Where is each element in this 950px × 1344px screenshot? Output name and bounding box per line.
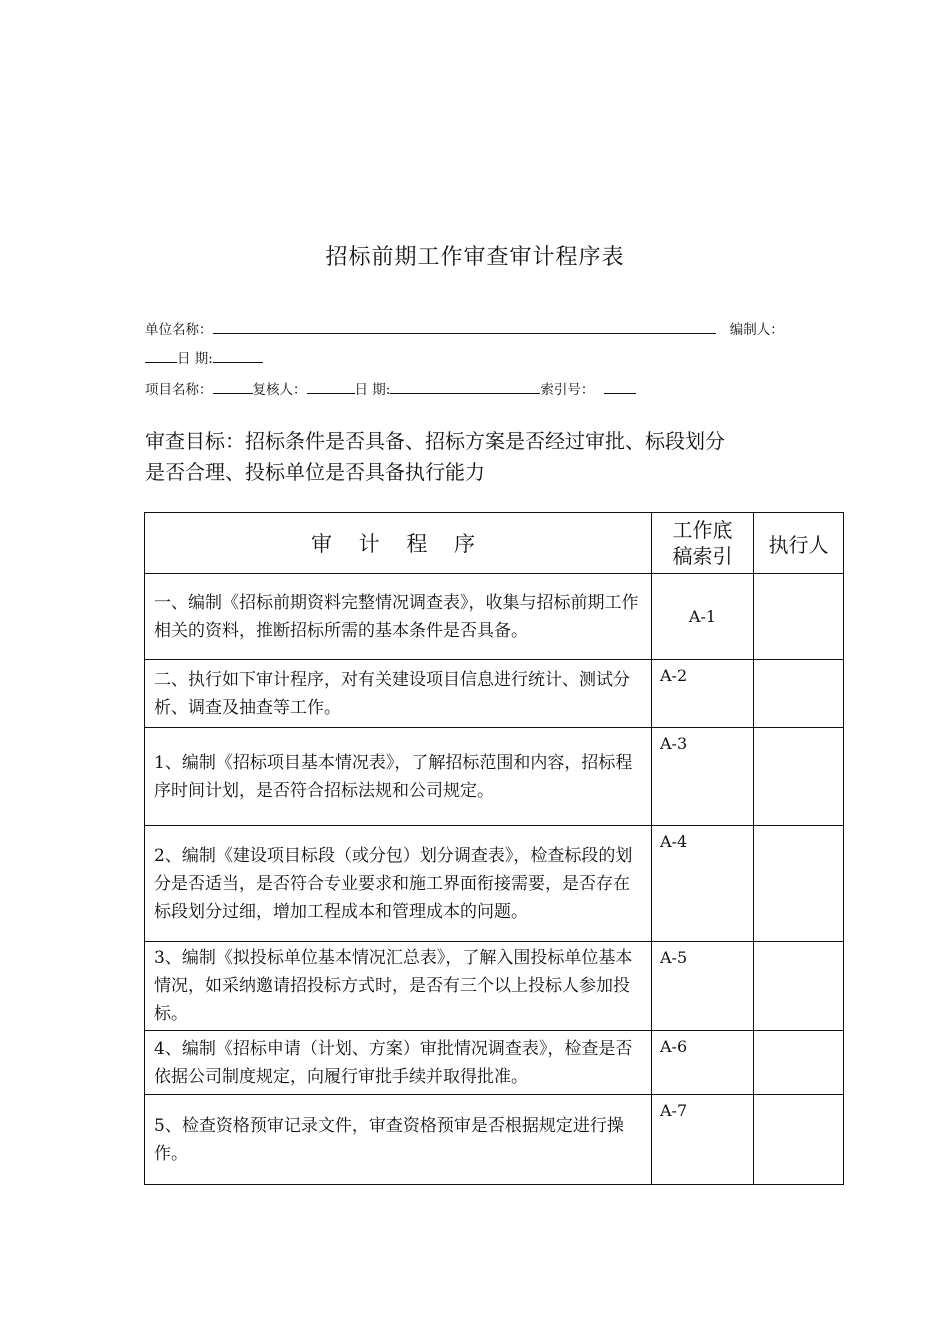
table-header-row — [145, 513, 844, 574]
header-workpaper-index-line-2: 稿索引 — [672, 544, 733, 568]
header-workpaper-index-line-1: 工作底 — [672, 518, 733, 542]
executor-cell[interactable] — [754, 1031, 844, 1095]
editor-label: 编制人： — [729, 322, 784, 338]
workpaper-index: A-7 — [652, 1095, 754, 1185]
date2-label: 日 期: — [354, 382, 391, 398]
workpaper-index: A-1 — [652, 574, 754, 660]
audit-objective-line-2: 是否合理、投标单位是否具备执行能力 — [145, 460, 485, 484]
executor-cell[interactable] — [754, 1095, 844, 1185]
audit-objective — [145, 426, 825, 488]
reviewer-field[interactable] — [307, 379, 355, 394]
workpaper-index: A-4 — [652, 826, 754, 942]
executor-cell[interactable] — [754, 728, 844, 826]
table-row — [145, 942, 844, 1031]
table-row — [145, 728, 844, 826]
procedure-text: 二、执行如下审计程序，对有关建设项目信息进行统计、测试分析、调查及抽查等工作。 — [145, 660, 652, 728]
reviewer-label: 复核人： — [252, 382, 307, 398]
procedure-text: 一、编制《招标前期资料完整情况调查表》，收集与招标前期工作相关的资料，推断招标所需的基本条件是否具备。 — [145, 574, 652, 660]
audit-procedure-table — [144, 512, 844, 1185]
workpaper-index: A-2 — [652, 660, 754, 728]
table-row — [145, 574, 844, 660]
project-name-label: 项目名称： — [145, 382, 213, 398]
procedure-text: 4、编制《招标申请（计划、方案）审批情况调查表》，检查是否依据公司制度规定，向履行审批手续并取得批准。 — [145, 1031, 652, 1095]
meta-line-2 — [145, 347, 263, 367]
table-row — [145, 826, 844, 942]
document-title: 招标前期工作审查审计程序表 — [325, 245, 625, 270]
date2-field[interactable] — [390, 379, 540, 394]
executor-cell[interactable] — [754, 574, 844, 660]
executor-cell[interactable] — [754, 942, 844, 1031]
editor-field[interactable] — [145, 348, 177, 363]
table-row — [145, 660, 844, 728]
date-field[interactable] — [213, 348, 263, 363]
procedure-text: 5、检查资格预审记录文件，审查资格预审是否根据规定进行操作。 — [145, 1095, 652, 1185]
index-label: 索引号： — [540, 382, 595, 398]
header-procedure: 审 计 程 序 — [145, 513, 652, 574]
workpaper-index: A-5 — [652, 942, 754, 1031]
meta-line-1 — [145, 318, 784, 338]
table-row — [145, 1031, 844, 1095]
header-workpaper-index — [652, 513, 754, 574]
unit-name-label: 单位名称： — [145, 322, 213, 338]
audit-objective-line-1: 审查目标：招标条件是否具备、招标方案是否经过审批、标段划分 — [145, 429, 725, 453]
table-row — [145, 1095, 844, 1185]
procedure-text: 2、编制《建设项目标段（或分包）划分调查表》，检查标段的划分是否适当，是否符合专业要求和施工界面衔接需要，是否存在标段划分过细，增加工程成本和管理成本的问题。 — [145, 826, 652, 942]
index-field[interactable] — [604, 379, 636, 394]
date-label: 日 期: — [177, 351, 213, 367]
procedure-text: 3、编制《拟投标单位基本情况汇总表》，了解入围投标单位基本情况，如采纳邀请招投标方式时，是否有三个以上投标人参加投标。 — [145, 942, 652, 1031]
executor-cell[interactable] — [754, 826, 844, 942]
procedure-text: 1、编制《招标项目基本情况表》，了解招标范围和内容，招标程序时间计划，是否符合招标法规和公司规定。 — [145, 728, 652, 826]
unit-name-field[interactable] — [213, 319, 716, 334]
header-executor: 执行人 — [754, 513, 844, 574]
meta-line-3 — [145, 378, 636, 398]
project-name-field[interactable] — [213, 379, 253, 394]
executor-cell[interactable] — [754, 660, 844, 728]
workpaper-index: A-6 — [652, 1031, 754, 1095]
workpaper-index: A-3 — [652, 728, 754, 826]
